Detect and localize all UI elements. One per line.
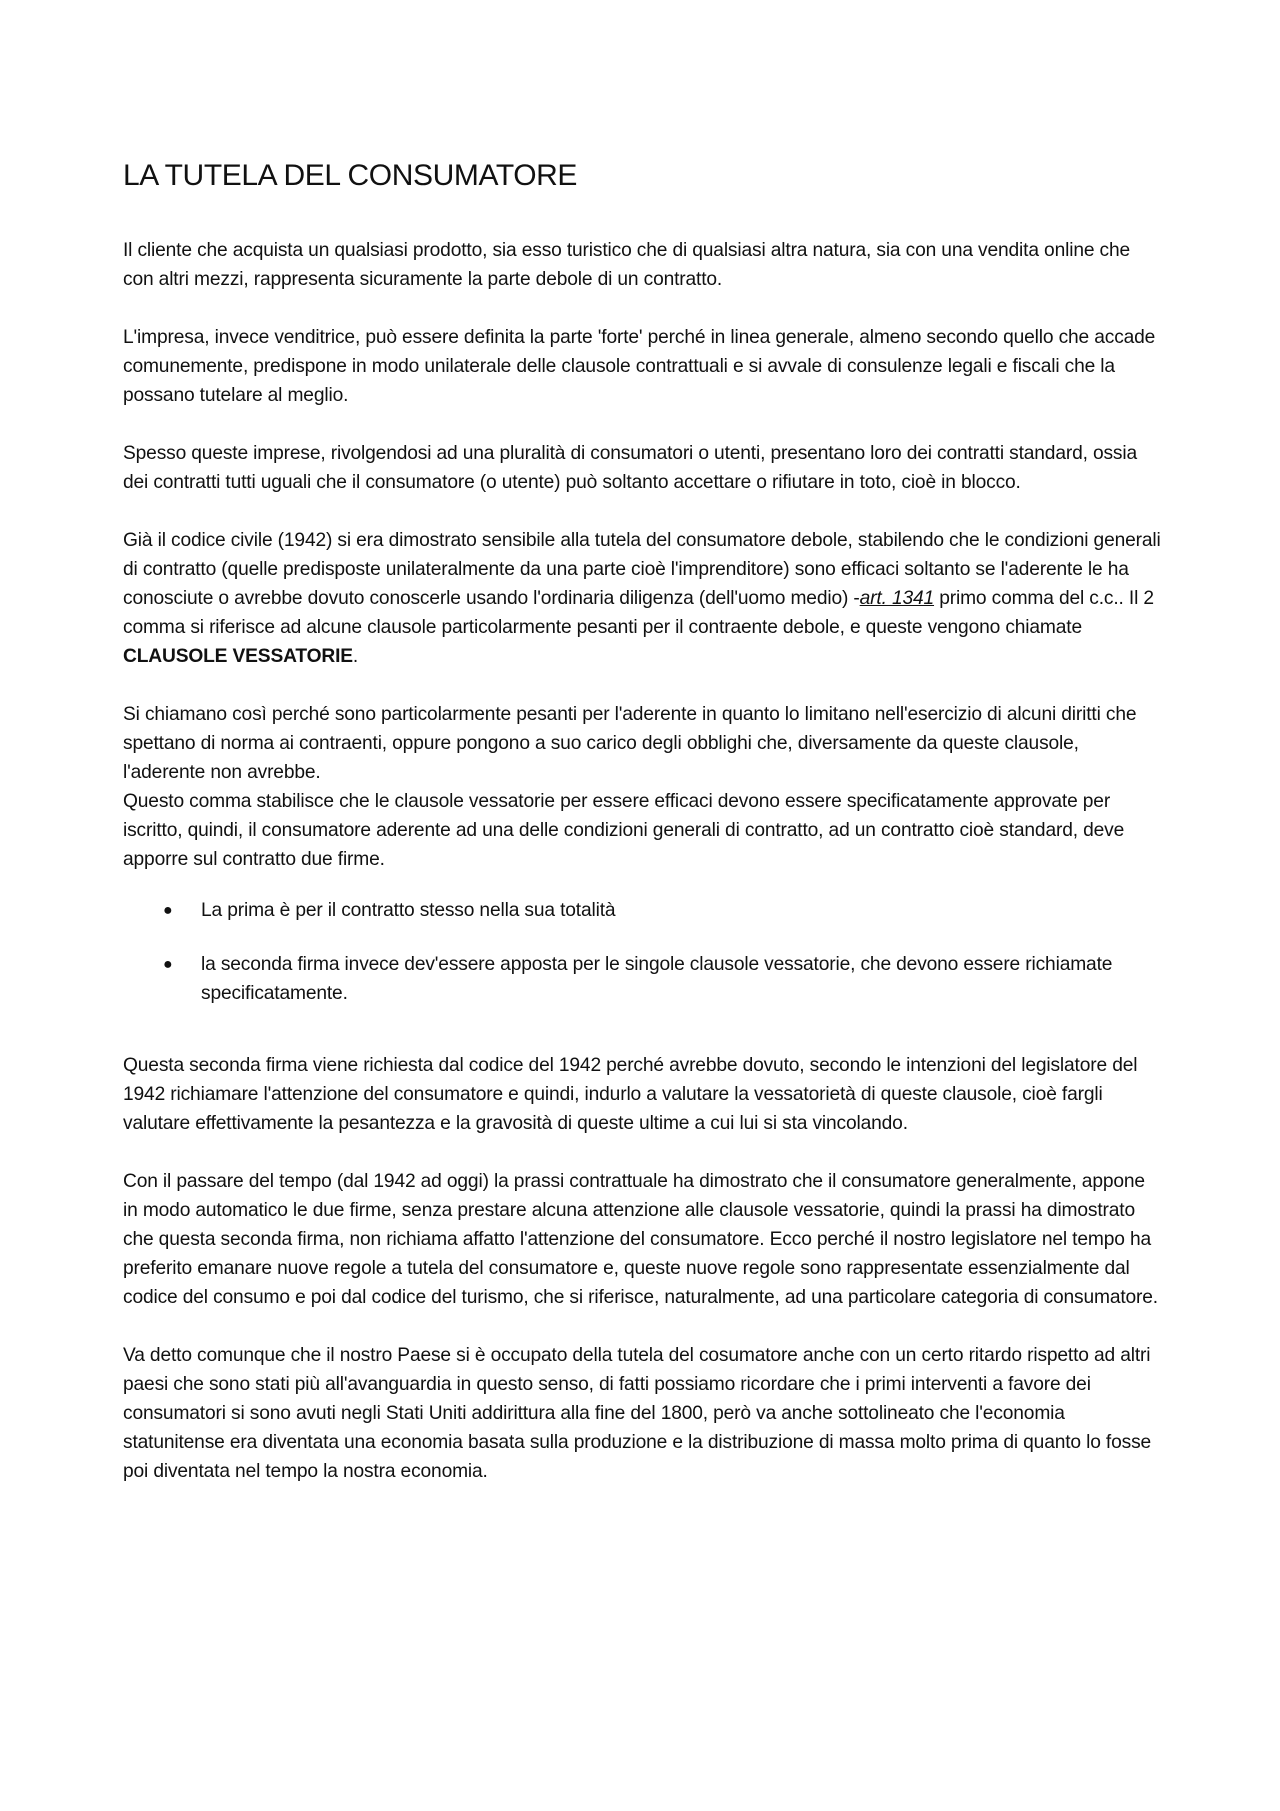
paragraph-4-text-middle: primo comma del c.c.. Il 2 comma si riferisce ad alcune clausole particolarmente pesanti per il contraente debole, e queste vengono chiamate xyxy=(123,588,1154,638)
page-title: LA TUTELA DEL CONSUMATORE xyxy=(123,159,578,192)
paragraph-4-text-start: Già il codice civile (1942) si era dimostrato sensibile alla tutela del consumatore debole, stabilendo che le condizioni generali di contratto (quelle predisposte unilateralmente da una parte cioè l'imprenditore) sono efficaci soltanto se l'aderente le ha conosciute o avrebbe dovuto conoscerle usando l'ordinaria diligenza (dell'uomo medio) - xyxy=(123,530,1161,609)
paragraph-9: Va detto comunque che il nostro Paese si è occupato della tutela del cosumatore anche con un certo ritardo rispetto ad altri paesi che sono stati più all'avanguardia in questo senso, di fatti possiamo ricordare che i primi interventi a favore dei consumatori si sono avuti negli Stati Uniti addirittura alla fine del 1800, però va anche sottolineato che l'economia statunitense era diventata una economia basata sulla produzione e la distribuzione di massa molto prima di quanto lo fosse poi diventata nel tempo la nostra economia. xyxy=(123,1345,1152,1482)
clausole-vessatorie-bold: CLAUSOLE VESSATORIE xyxy=(123,646,353,667)
bullet-icon: ● xyxy=(163,956,173,973)
paragraph-2: L'impresa, invece venditrice, può essere definita la parte 'forte' perché in linea generale, almeno secondo quello che accade comunemente, predispone in modo unilaterale delle clausole contrattuali e si avvale di consulenze legali e fiscali che la possano tutelare al meglio. xyxy=(123,327,1156,406)
paragraph-3: Spesso queste imprese, rivolgendosi ad una pluralità di consumatori o utenti, presentano loro dei contratti standard, ossia dei contratti tutti uguali che il consumatore (o utente) può soltanto accettare o rifiutare in toto, cioè in blocco. xyxy=(123,443,1138,493)
list-item-text: la seconda firma invece dev'essere apposta per le singole clausole vessatorie, che devono essere richiamate specificatamente. xyxy=(201,954,1113,1004)
paragraph-7: Questa seconda firma viene richiesta dal codice del 1942 perché avrebbe dovuto, secondo le intenzioni del legislatore del 1942 richiamare l'attenzione del consumatore e quindi, indurlo a valutare la vessatorietà di queste clausole, cioè fargli valutare effettivamente la pesantezza e la gravosità di queste ultime a cui lui si sta vincolando. xyxy=(123,1055,1138,1134)
paragraph-4 xyxy=(123,526,1163,671)
document-page xyxy=(123,158,1163,1486)
paragraph-6: Questo comma stabilisce che le clausole vessatorie per essere efficaci devono essere specificatamente approvate per iscritto, quindi, il consumatore aderente ad una delle condizioni generali di contratto, ad un contratto cioè standard, deve apporre sul contratto due firme. xyxy=(123,791,1125,870)
paragraph-1: Il cliente che acquista un qualsiasi prodotto, sia esso turistico che di qualsiasi altra natura, sia con una vendita online che con altri mezzi, rappresenta sicuramente la parte debole di un contratto. xyxy=(123,240,1131,290)
bullet-icon: ● xyxy=(163,902,173,919)
paragraph-5: Si chiamano così perché sono particolarmente pesanti per l'aderente in quanto lo limitano nell'esercizio di alcuni diritti che spettano di norma ai contraenti, oppure pongono a suo carico degli obblighi che, diversamente da queste clausole, l'aderente non avrebbe. xyxy=(123,704,1137,783)
list-item xyxy=(123,950,1163,1008)
signature-list xyxy=(123,896,1163,1008)
list-item-text: La prima è per il contratto stesso nella sua totalità xyxy=(201,900,616,921)
paragraph-4-text-end: . xyxy=(352,646,359,667)
article-reference-link[interactable]: art. 1341 xyxy=(859,588,935,609)
list-item xyxy=(123,896,1163,925)
paragraph-8: Con il passare del tempo (dal 1942 ad oggi) la prassi contrattuale ha dimostrato che il consumatore generalmente, appone in modo automatico le due firme, senza prestare alcuna attenzione alle clausole vessatorie, quindi la prassi ha dimostrato che questa seconda firma, non richiama affatto l'attenzione del consumatore. Ecco perché il nostro legislatore nel tempo ha preferito emanare nuove regole a tutela del consumatore e, queste nuove regole sono rappresentate essenzialmente dal codice del consumo e poi dal codice del turismo, che si riferisce, naturalmente, ad una particolare categoria di consumatore. xyxy=(123,1171,1158,1308)
